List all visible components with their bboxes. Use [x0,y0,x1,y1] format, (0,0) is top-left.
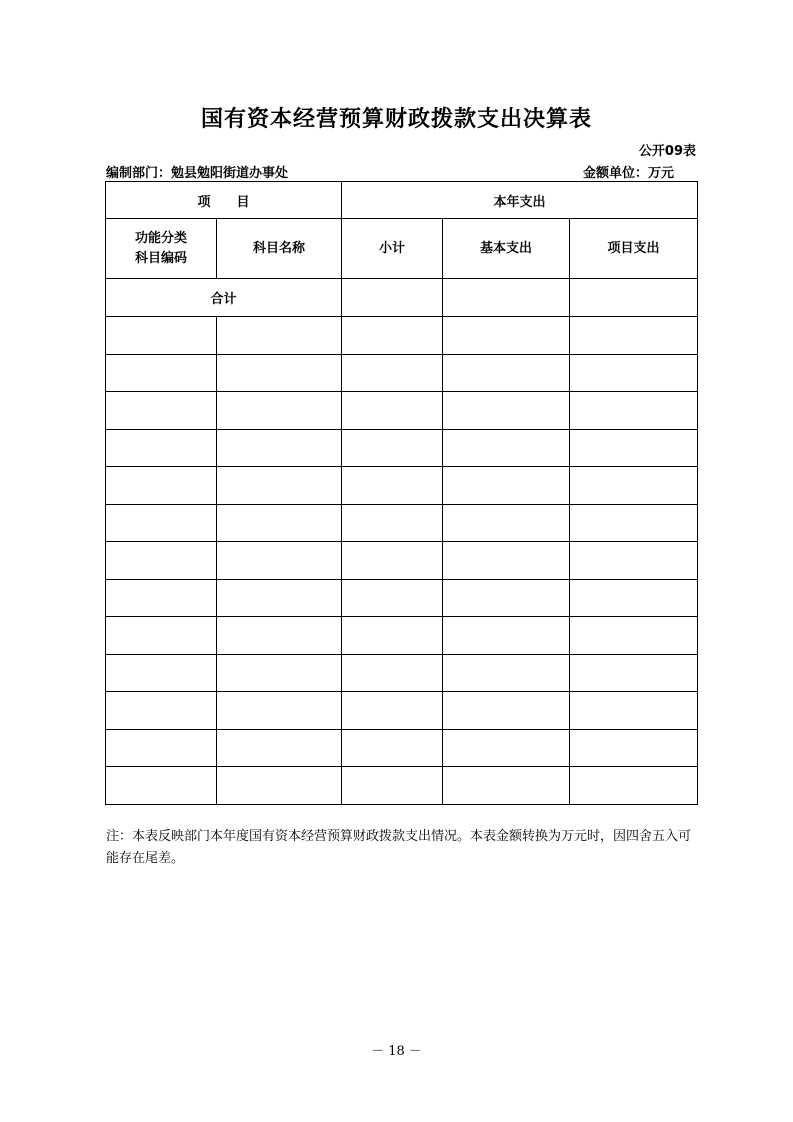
cell-subtotal [342,767,443,805]
header-row-2 [106,219,698,279]
table-row [106,617,698,655]
cell-project [570,542,698,580]
cell-basic [443,354,570,392]
table-row [106,729,698,767]
table-row [106,767,698,805]
table-row [106,317,698,355]
header-basic-expense: 基本支出 [443,219,570,279]
cell-project [570,767,698,805]
total-project [570,279,698,317]
cell-subtotal [342,692,443,730]
header-row-1 [106,182,698,219]
cell-code [106,317,217,355]
cell-basic [443,579,570,617]
cell-name [217,467,342,505]
cell-code [106,504,217,542]
cell-basic [443,429,570,467]
cell-code [106,467,217,505]
cell-name [217,654,342,692]
cell-name [217,542,342,580]
total-row [106,279,698,317]
header-subject-name: 科目名称 [217,219,342,279]
header-project-expense: 项目支出 [570,219,698,279]
header-function-code [106,219,217,279]
cell-basic [443,317,570,355]
cell-subtotal [342,504,443,542]
cell-code [106,392,217,430]
cell-code [106,617,217,655]
cell-project [570,692,698,730]
cell-code [106,429,217,467]
cell-basic [443,542,570,580]
cell-name [217,617,342,655]
header-function-code-line2: 科目编码 [134,250,187,266]
cell-basic [443,654,570,692]
document-title: 国有资本经营预算财政拨款支出决算表 [200,107,592,132]
cell-basic [443,504,570,542]
header-function-code-line1: 功能分类 [134,230,187,246]
table-row [106,504,698,542]
cell-name [217,579,342,617]
cell-subtotal [342,729,443,767]
department-label: 编制部门：勉县勉阳街道办事处 [106,166,289,181]
cell-basic [443,767,570,805]
cell-subtotal [342,617,443,655]
cell-code [106,729,217,767]
cell-basic [443,617,570,655]
header-subtotal: 小计 [342,219,443,279]
total-subtotal [342,279,443,317]
table-row [106,654,698,692]
cell-project [570,354,698,392]
cell-name [217,429,342,467]
cell-code [106,654,217,692]
header-year-expense: 本年支出 [342,182,698,219]
table-number: 公开09表 [638,144,696,159]
cell-subtotal [342,317,443,355]
cell-basic [443,692,570,730]
table-row [106,429,698,467]
expense-table [105,181,698,805]
cell-name [217,354,342,392]
cell-project [570,467,698,505]
table-row [106,467,698,505]
cell-subtotal [342,542,443,580]
table-row [106,542,698,580]
cell-project [570,392,698,430]
cell-project [570,729,698,767]
cell-name [217,392,342,430]
cell-project [570,429,698,467]
table-row [106,692,698,730]
cell-name [217,504,342,542]
cell-code [106,579,217,617]
table-row [106,392,698,430]
cell-subtotal [342,392,443,430]
cell-basic [443,729,570,767]
footnote: 注：本表反映部门本年度国有资本经营预算财政拨款支出情况。本表金额转换为万元时，因四舍五入可能存在尾差。 [106,829,692,866]
total-basic [443,279,570,317]
cell-code [106,542,217,580]
header-project: 项 目 [106,182,342,219]
cell-project [570,317,698,355]
total-label: 合计 [106,279,342,317]
table-row [106,579,698,617]
unit-label: 金额单位：万元 [583,166,675,181]
page-number: － 18 － [371,1044,422,1059]
cell-subtotal [342,579,443,617]
cell-name [217,729,342,767]
cell-name [217,767,342,805]
cell-subtotal [342,429,443,467]
cell-subtotal [342,467,443,505]
cell-basic [443,467,570,505]
cell-project [570,579,698,617]
cell-subtotal [342,654,443,692]
cell-basic [443,392,570,430]
cell-code [106,354,217,392]
table-row [106,354,698,392]
cell-subtotal [342,354,443,392]
cell-name [217,317,342,355]
cell-name [217,692,342,730]
cell-project [570,654,698,692]
cell-project [570,504,698,542]
cell-code [106,767,217,805]
cell-code [106,692,217,730]
cell-project [570,617,698,655]
